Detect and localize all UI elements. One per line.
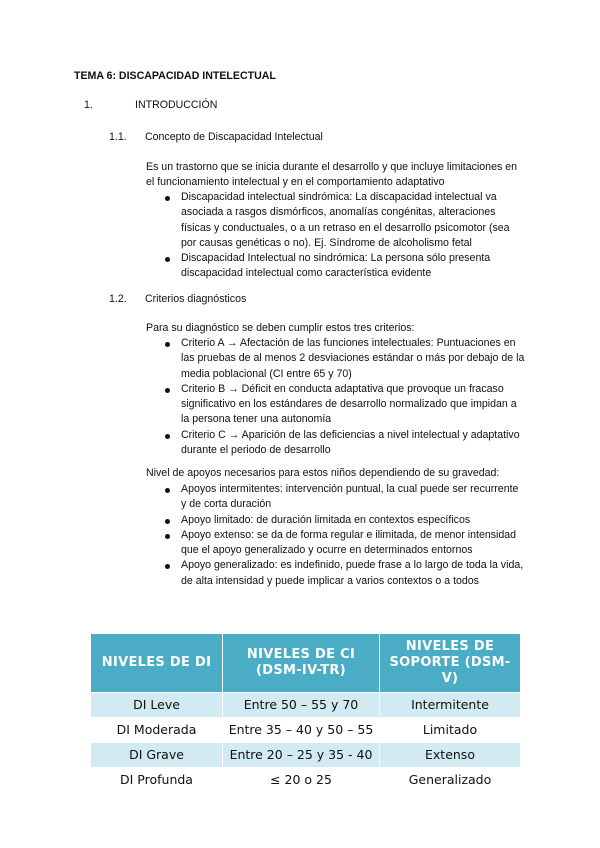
section-label: INTRODUCCIÓN	[135, 99, 218, 111]
header-niveles-di: NIVELES DE DI	[91, 634, 223, 693]
document-title: TEMA 6: DISCAPACIDAD INTELECTUAL	[74, 70, 276, 82]
subsection-label: Criterios diagnósticos	[145, 293, 247, 305]
table-row	[91, 718, 521, 743]
subsection-heading-concepto	[109, 130, 323, 145]
concept-paragraph: Es un trastorno que se inicia durante el desarrollo y que incluye limitaciones en el funcionamiento intelectual y en el comportamiento adaptativo	[146, 161, 517, 189]
criteria-bullet-list	[146, 336, 526, 458]
list-item: Discapacidad Intelectual no sindrómica: La persona sólo presenta discapacidad intelectual como característica evidente	[146, 251, 526, 282]
table-row	[91, 768, 521, 793]
table-cell: Extenso	[380, 743, 521, 768]
table-header-row	[91, 634, 521, 693]
list-item: Criterio B → Déficit en conducta adaptativa que provoque un fracaso significativo en los estándares de desarrollo normalizado que impidan a la persona tener una autonomía	[146, 382, 526, 428]
table-row	[91, 743, 521, 768]
criteria-intro: Para su diagnóstico se deben cumplir estos tres criterios:	[146, 322, 415, 334]
table-cell: Generalizado	[380, 768, 521, 793]
levels-table	[90, 633, 521, 793]
subsection-heading-criterios	[109, 292, 246, 307]
table-cell: DI Leve	[91, 693, 223, 718]
table-cell: DI Moderada	[91, 718, 223, 743]
table-cell: DI Profunda	[91, 768, 223, 793]
support-intro: Nivel de apoyos necesarios para estos niños dependiendo de su gravedad:	[146, 467, 500, 479]
table-cell: Entre 50 – 55 y 70	[223, 693, 380, 718]
table-cell: Intermitente	[380, 693, 521, 718]
list-item: Apoyos intermitentes: intervención puntual, la cual puede ser recurrente y de corta duración	[146, 482, 526, 513]
subsection-number: 1.1.	[109, 131, 127, 143]
section-number: 1.	[84, 99, 93, 111]
list-item: Criterio A → Afectación de las funciones intelectuales: Puntuaciones en las pruebas de al menos 2 desviaciones estándar o más por debajo de la media poblacional (CI entre 65 y 70)	[146, 336, 526, 382]
table-cell: ≤ 20 o 25	[223, 768, 380, 793]
list-item: Apoyo limitado: de duración limitada en contextos específicos	[146, 513, 526, 528]
list-item: Discapacidad intelectual sindrómica: La discapacidad intelectual va asociada a rasgos dismórficos, anomalías congénitas, alteraciones físicas y conductuales, o a un retraso en el desarrollo psicomotor (sea por causas genéticas o no). Ej. Síndrome de alcoholismo fetal	[146, 190, 526, 251]
section-heading-introduccion	[84, 98, 217, 113]
list-item: Apoyo extenso: se da de forma regular e ilimitada, de menor intensidad que el apoyo generalizado y ocurre en determinados entornos	[146, 528, 526, 559]
header-niveles-ci: NIVELES DE CI (DSM-IV-TR)	[223, 634, 380, 693]
header-niveles-soporte: NIVELES DE SOPORTE (DSM-V)	[380, 634, 521, 693]
support-bullet-list	[146, 482, 526, 589]
table-row	[91, 693, 521, 718]
concept-bullet-list	[146, 190, 526, 282]
table-cell: Entre 20 – 25 y 35 - 40	[223, 743, 380, 768]
table-cell: DI Grave	[91, 743, 223, 768]
list-item: Criterio C → Aparición de las deficiencias a nivel intelectual y adaptativo durante el periodo de desarrollo	[146, 428, 526, 459]
list-item: Apoyo generalizado: es indefinido, puede frase a lo largo de toda la vida, de alta intensidad y puede implicar a varios contextos o a todos	[146, 558, 526, 589]
table-cell: Limitado	[380, 718, 521, 743]
subsection-label: Concepto de Discapacidad Intelectual	[145, 131, 323, 143]
subsection-number: 1.2.	[109, 293, 127, 305]
table-cell: Entre 35 – 40 y 50 – 55	[223, 718, 380, 743]
